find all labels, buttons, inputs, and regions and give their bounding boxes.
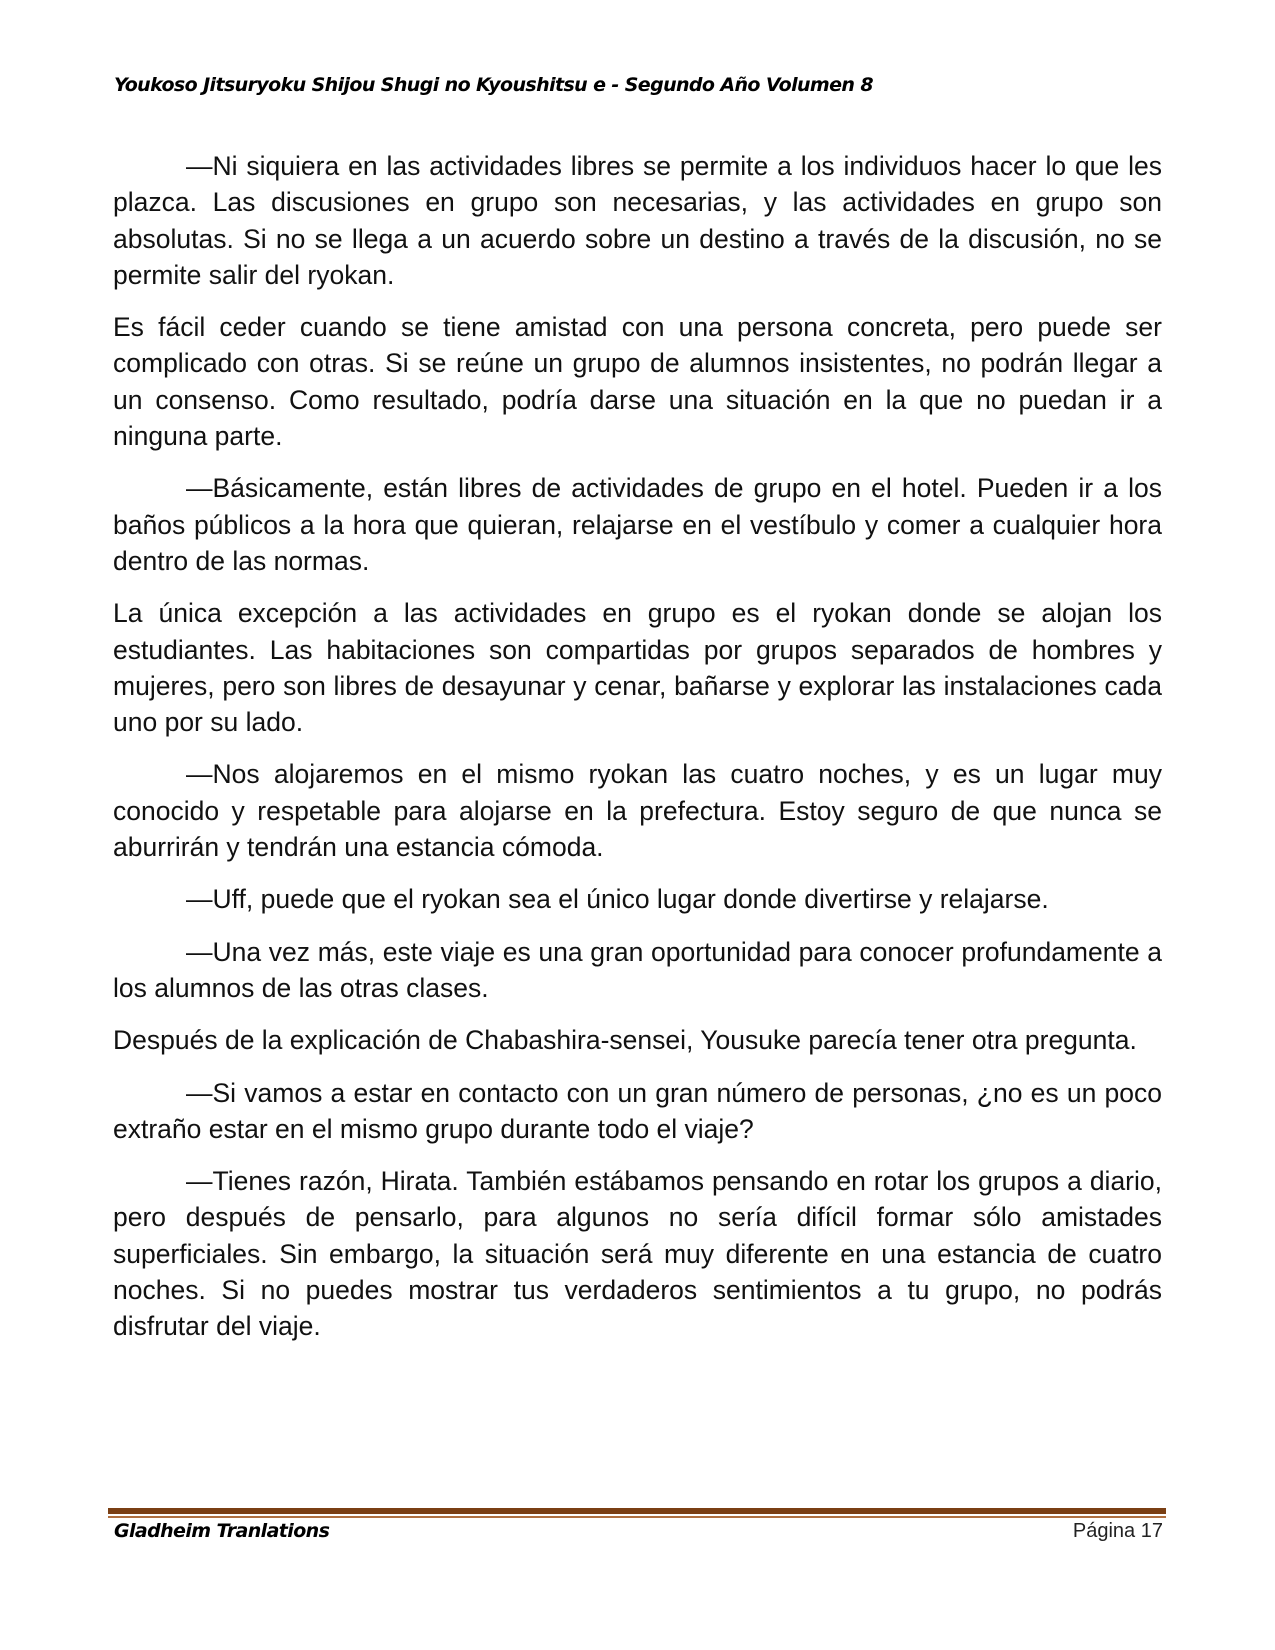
page-header: Youkoso Jitsuryoku Shijou Shugi no Kyoushitsu e - Segundo Año Volumen 8 — [114, 74, 873, 96]
page-number-value: 17 — [1140, 1520, 1163, 1542]
footer-divider — [108, 1508, 1166, 1518]
paragraph: —Nos alojaremos en el mismo ryokan las cuatro noches, y es un lugar muy conocido y respetable para alojarse en la prefectura. Estoy seguro de que nunca se aburrirán y tendrán una estancia cómoda. — [113, 759, 1162, 863]
paragraph: Es fácil ceder cuando se tiene amistad con una persona concreta, pero puede ser complicado con otras. Si se reúne un grupo de alumnos insistentes, no podrán llegar a un consenso. Como resultado, podría darse una situación en la que no puedan ir a ninguna parte. — [113, 312, 1162, 452]
paragraph: —Uff, puede que el ryokan sea el único lugar donde divertirse y relajarse. — [186, 884, 1049, 915]
paragraph: —Ni siquiera en las actividades libres se permite a los individuos hacer lo que les plazca. Las discusiones en grupo son necesarias, y las actividades en grupo son absolutas. Si no se llega a un acuerdo sobre un destino a través de la discusión, no se permite salir del ryokan. — [113, 151, 1162, 290]
paragraph: Después de la explicación de Chabashira-sensei, Yousuke parecía tener otra pregunta. — [113, 1025, 1137, 1056]
paragraph: —Una vez más, este viaje es una gran oportunidad para conocer profundamente a los alumnos de las otras clases. — [113, 936, 1162, 1003]
body-text — [113, 148, 1162, 1361]
paragraph: —Básicamente, están libres de actividades de grupo en el hotel. Pueden ir a los baños públicos a la hora que quieran, relajarse en el vestíbulo y comer a cualquier hora dentro de las normas. — [113, 473, 1162, 576]
page-label: Página — [1072, 1520, 1136, 1542]
page-number — [1073, 1520, 1163, 1543]
paragraph: —Si vamos a estar en contacto con un gran número de personas, ¿no es un poco extraño estar en el mismo grupo durante todo el viaje? — [113, 1077, 1162, 1144]
footer-credit: Gladheim Tranlations — [114, 1520, 330, 1542]
paragraph: La única excepción a las actividades en grupo es el ryokan donde se alojan los estudiantes. Las habitaciones son compartidas por grupos separados de hombres y mujeres, pero son libres de desayunar y cenar, bañarse y explorar las instalaciones cada uno por su lado. — [113, 598, 1162, 738]
paragraph: —Tienes razón, Hirata. También estábamos pensando en rotar los grupos a diario, pero después de pensarlo, para algunos no sería difícil formar sólo amistades superficiales. Sin embargo, la situación será muy diferente en una estancia de cuatro noches. Si no puedes mostrar tus verdaderos sentimientos a tu grupo, no podrás disfrutar del viaje. — [113, 1166, 1162, 1342]
